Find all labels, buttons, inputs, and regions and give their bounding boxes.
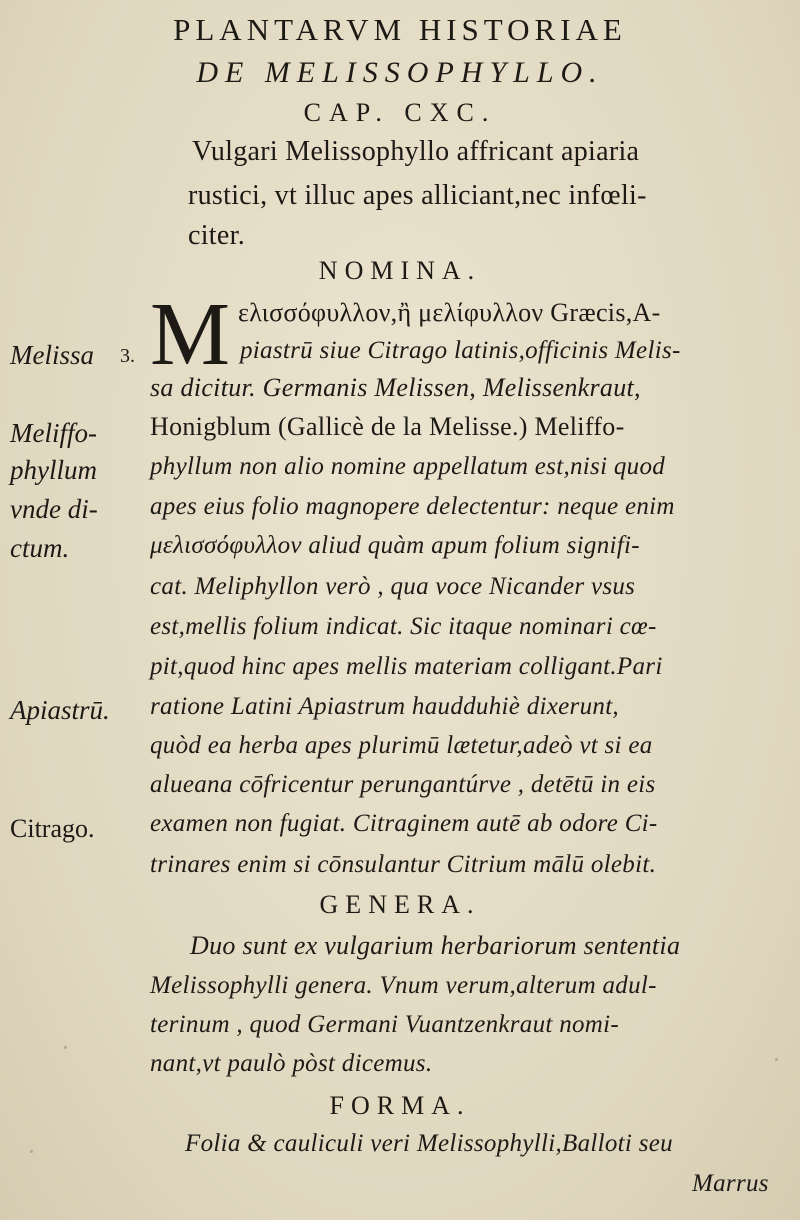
chapter-number: CAP. CXC. bbox=[303, 98, 497, 127]
nomina-line-2: piastrū siue Citrago latinis,officinis Melis- bbox=[240, 337, 681, 364]
margin-note-citrago: Citrago. bbox=[10, 814, 95, 843]
margin-note-melisso-4: ctum. bbox=[10, 533, 70, 563]
forma-line-1: Folia & cauliculi veri Melissophylli,Balloti seu bbox=[185, 1130, 673, 1157]
paper-fleck bbox=[30, 1150, 33, 1153]
margin-note-melisso-2: phyllum bbox=[10, 455, 97, 485]
intro-line-3: citer. bbox=[188, 220, 245, 251]
genera-line-3: terinum , quod Germani Vuantzenkraut nomi- bbox=[150, 1011, 620, 1038]
nomina-line-11: ratione Latini Apiastrum haudduhiè dixerunt, bbox=[150, 693, 619, 720]
margin-note-melisso-3: vnde di- bbox=[10, 494, 98, 524]
nomina-line-13: alueana cōfricentur perungantúrve , detētū in eis bbox=[150, 771, 656, 798]
chapter-title: DE MELISSOPHYLLO. bbox=[196, 56, 604, 89]
nomina-line-1: ελισσόφυλλον,ἢ μελίφυλλον Græcis,A- bbox=[238, 298, 661, 327]
nomina-line-5: phyllum non alio nomine appellatum est,nisi quod bbox=[150, 453, 666, 480]
nomina-line-4: Honigblum (Gallicè de la Melisse.) Meliffo- bbox=[150, 412, 625, 441]
section-heading-forma: FORMA. bbox=[329, 1091, 471, 1120]
margin-note-melisso-1: Meliffo- bbox=[10, 418, 97, 448]
genera-line-1: Duo sunt ex vulgarium herbariorum sententia bbox=[190, 931, 681, 960]
nomina-line-12: quòd ea herba apes plurimū lætetur,adeò vt si ea bbox=[150, 732, 653, 759]
margin-note-melissa: Melissa bbox=[10, 340, 94, 370]
paper-fleck bbox=[64, 1046, 67, 1049]
nomina-line-10: pit,quod hinc apes mellis materiam colligant.Pari bbox=[150, 653, 663, 680]
drop-capital: M bbox=[150, 285, 231, 384]
nomina-line-9: est,mellis folium indicat. Sic itaque nominari cœ- bbox=[150, 613, 657, 640]
nomina-line-7: μελισσόφυλλον aliud quàm apum folium signifi- bbox=[150, 532, 640, 559]
nomina-line-8: cat. Meliphyllon verò , qua voce Nicander vsus bbox=[150, 573, 636, 600]
intro-line-2: rustici, vt illuc apes alliciant,nec infœli- bbox=[188, 180, 647, 211]
margin-note-apiastrum: Apiastrū. bbox=[10, 695, 110, 725]
section-heading-genera: GENERA. bbox=[319, 890, 481, 919]
margin-note-number: 3. bbox=[120, 345, 135, 367]
genera-line-4: nant,vt paulò pòst dicemus. bbox=[150, 1050, 433, 1077]
catchword: Marrus bbox=[692, 1170, 769, 1197]
paper-fleck bbox=[775, 1058, 778, 1061]
running-head: PLANTARVM HISTORIAE bbox=[173, 12, 627, 47]
section-heading-nomina: NOMINA. bbox=[318, 256, 482, 285]
nomina-line-14: examen non fugiat. Citraginem autē ab odore Ci- bbox=[150, 810, 658, 837]
nomina-line-3: sa dicitur. Germanis Melissen, Melissenkraut, bbox=[150, 373, 641, 402]
intro-line-1: Vulgari Melissophyllo affricant apiaria bbox=[192, 136, 640, 167]
nomina-line-15: trinares enim si cōnsulantur Citrium mālū olebit. bbox=[150, 851, 657, 878]
genera-line-2: Melissophylli genera. Vnum verum,alterum adul- bbox=[150, 972, 657, 999]
nomina-line-6: apes eius folio magnopere delectentur: neque enim bbox=[150, 493, 675, 520]
